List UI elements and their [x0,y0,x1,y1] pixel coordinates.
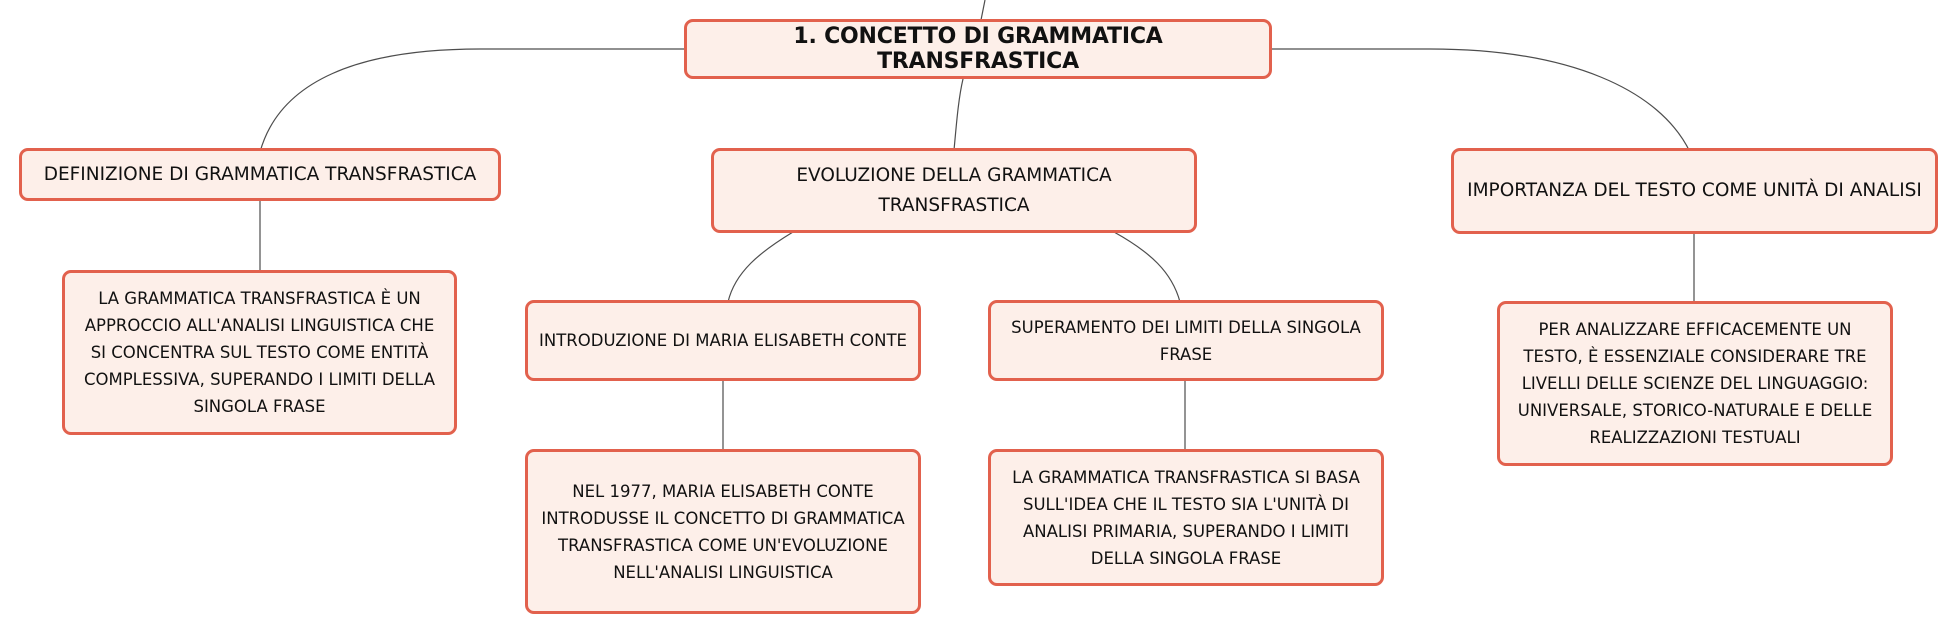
connector-parent-root [981,0,985,20]
subtopic-introduzione-node[interactable] [525,300,921,381]
detail-introduzione-node[interactable] [525,449,921,614]
topic-evoluzione-label: EVOLUZIONE DELLA GRAMMATICA TRANSFRASTICA [796,164,1112,216]
topic-importanza-node[interactable] [1451,148,1938,234]
detail-importanza-node[interactable] [1497,301,1893,466]
detail-definizione-text: LA GRAMMATICA TRANSFRASTICA È UN APPROCCIO ALL'ANALISI LINGUISTICA CHE SI CONCENTRA SUL TESTO COME ENTITÀ COMPLESSIVA, SUPERANDO I LIMITI DELLA SINGOLA FRASE [83,289,436,416]
detail-definizione-node[interactable] [62,270,457,435]
subtopic-superamento-node[interactable] [988,300,1384,381]
connector-root-evoluzione [954,79,963,150]
detail-importanza-text: PER ANALIZZARE EFFICACEMENTE UN TESTO, È ESSENZIALE CONSIDERARE TRE LIVELLI DELLE SCIENZE DEL LINGUAGGIO: UNIVERSALE, STORICO-NATURALE E DELLE REALIZZAZIONI TESTUALI [1517,320,1873,447]
root-topic-label: 1. CONCETTO DI GRAMMATICA TRANSFRASTICA [793,24,1163,74]
connector-evoluzione-superamento [1114,232,1180,302]
detail-introduzione-text: NEL 1977, MARIA ELISABETH CONTE INTRODUSSE IL CONCETTO DI GRAMMATICA TRANSFRASTICA COME UN'EVOLUZIONE NELL'ANALISI LINGUISTICA [541,481,905,582]
connector-root-definizione [260,49,684,152]
topic-definizione-node[interactable] [19,148,501,201]
subtopic-introduzione-label: INTRODUZIONE DI MARIA ELISABETH CONTE [539,331,907,350]
detail-superamento-text: LA GRAMMATICA TRANSFRASTICA SI BASA SULL'IDEA CHE IL TESTO SIA L'UNITÀ DI ANALISI PRIMARIA, SUPERANDO I LIMITI DELLA SINGOLA FRASE [1012,467,1360,568]
root-topic-node[interactable] [684,19,1272,79]
topic-importanza-label: IMPORTANZA DEL TESTO COME UNITÀ DI ANALISI [1467,180,1922,201]
detail-superamento-node[interactable] [988,449,1384,586]
connector-root-importanza [1272,49,1690,152]
topic-definizione-label: DEFINIZIONE DI GRAMMATICA TRANSFRASTICA [43,163,477,185]
subtopic-superamento-label: SUPERAMENTO DEI LIMITI DELLA SINGOLA FRASE [1011,317,1361,364]
topic-evoluzione-node[interactable] [711,148,1197,233]
connector-evoluzione-introduzione [728,232,793,302]
